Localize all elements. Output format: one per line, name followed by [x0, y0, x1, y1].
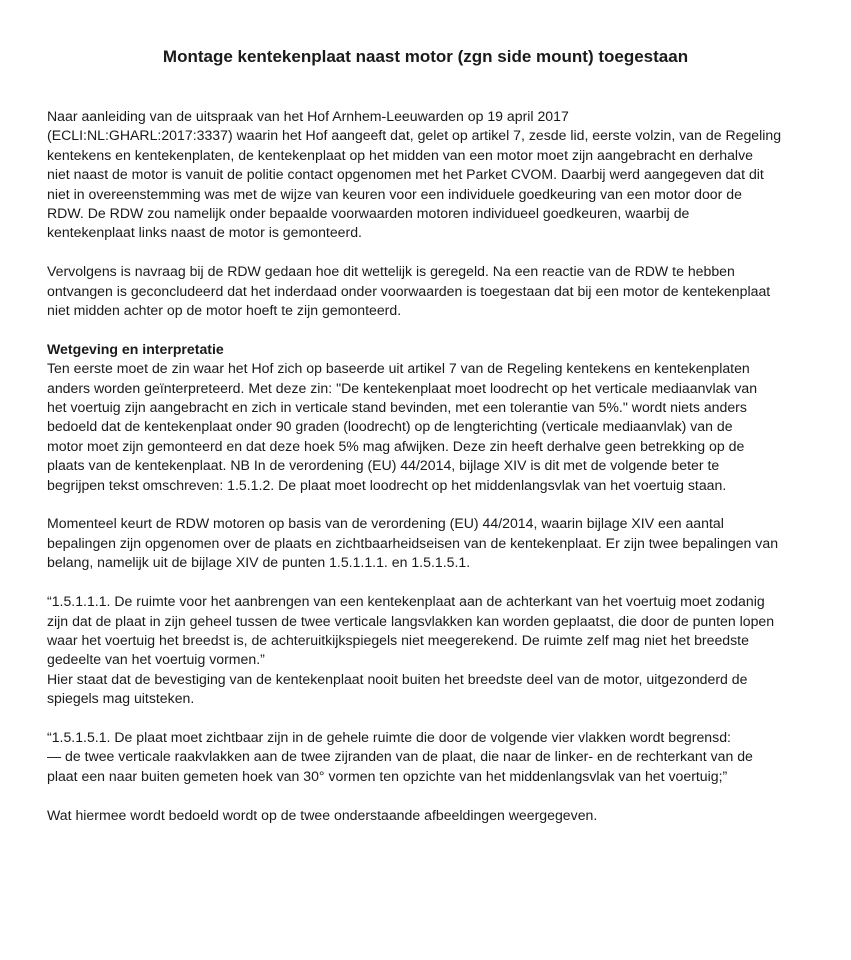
text-line: Momenteel keurt de RDW motoren op basis van de verordening (EU) 44/2014, waarin bijlage XIV een aantal — [47, 515, 724, 532]
text-line: ontvangen is geconcludeerd dat het inderdaad onder voorwaarden is toegestaan dat bij een motor de kentekenplaat — [47, 282, 771, 299]
text-line: plaats van de kentekenplaat. NB In de verordening (EU) 44/2014, bijlage XIV is dit met de volgende beter te — [47, 457, 720, 474]
text-line: kentekenplaat links naast de motor is gemonteerd. — [47, 224, 362, 241]
document-body — [47, 107, 837, 844]
text-line: Ten eerste moet de zin waar het Hof zich op baseerde uit artikel 7 van de Regeling kentekens en kentekenplaten — [47, 360, 750, 377]
text-line: niet naast de motor is vanuit de politie contact opgenomen met het Parket CVOM. Daarbij werd aangegeven dat dit — [47, 166, 764, 183]
paragraph-regulation — [47, 514, 837, 572]
text-line: het voertuig zijn aangebracht en zich in verticale stand bevinden, met een tolerantie van 5%." wordt niets anders — [47, 399, 747, 416]
text-line: niet midden achter op de motor hoeft te zijn gemonteerd. — [47, 302, 402, 319]
text-line: waar het voertuig het breedst is, de achteruitkijkspiegels niet meegerekend. De ruimte zelf mag niet het breedste — [47, 631, 749, 648]
text-line: kentekens en kentekenplaten, de kentekenplaat op het midden van een motor moet zijn aangebracht en derhalve — [47, 146, 753, 163]
text-line: — de twee verticale raakvlakken aan de twee zijranden van de plaat, die naar de linker- en de rechterkant van de — [47, 748, 753, 765]
text-line: zijn dat de plaat in zijn geheel tussen de twee verticale langsvlakken kan worden geplaatst, die door de punten lopen — [47, 612, 775, 629]
text-line: anders worden geïnterpreteerd. Met deze zin: "De kentekenplaat moet loodrecht op het verticale mediaanvlak van — [47, 379, 758, 396]
text-line: Hier staat dat de bevestiging van de kentekenplaat nooit buiten het breedste deel van de motor, uitgezonderd de — [47, 670, 748, 687]
text-line: bepalingen zijn opgenomen over de plaats en zichtbaarheidseisen van de kentekenplaat. Er zijn twee bepalingen van — [47, 534, 779, 551]
text-line: motor moet zijn gemonteerd en dat deze hoek 5% mag afwijken. Deze zin heeft derhalve geen betrekking op de — [47, 437, 745, 454]
text-line: niet in overeenstemming was met de wijze van keuren voor een individuele goedkeuring van een motor door de — [47, 185, 742, 202]
paragraph-quote-1 — [47, 592, 837, 708]
paragraph-legislation — [47, 340, 837, 495]
text-line: “1.5.1.5.1. De plaat moet zichtbaar zijn in de gehele ruimte die door de volgende vier vlakken wordt begrensd: — [47, 728, 731, 745]
paragraph-quote-2 — [47, 728, 837, 786]
text-line: “1.5.1.1.1. De ruimte voor het aanbrengen van een kentekenplaat aan de achterkant van het voertuig moet zodanig — [47, 593, 765, 610]
text-line: gedeelte van het voertuig vormen.” — [47, 651, 265, 668]
text-line: begrijpen tekst omschreven: 1.5.1.2. De plaat moet loodrecht op het middenlangsvlak van het voertuig staan. — [47, 476, 727, 493]
section-heading: Wetgeving en interpretatie — [47, 340, 224, 357]
text-line: RDW. De RDW zou namelijk onder bepaalde voorwaarden motoren individueel goedkeuren, waarbij de — [47, 205, 690, 222]
document-title: Montage kentekenplaat naast motor (zgn side mount) toegestaan — [162, 47, 689, 66]
text-line: Naar aanleiding van de uitspraak van het Hof Arnhem-Leeuwarden op 19 april 2017 — [47, 108, 569, 124]
paragraph-intro — [47, 107, 837, 243]
text-line: belang, namelijk uit de bijlage XIV de punten 1.5.1.1.1. en 1.5.1.5.1. — [47, 554, 471, 571]
text-line: Wat hiermee wordt bedoeld wordt op de twee onderstaande afbeeldingen weergegeven. — [47, 806, 598, 823]
text-line: (ECLI:NL:GHARL:2017:3337) waarin het Hof aangeeft dat, gelet op artikel 7, zesde lid, eerste volzin, van de Regeling — [47, 127, 782, 144]
text-line: Vervolgens is navraag bij de RDW gedaan hoe dit wettelijk is geregeld. Na een reactie van de RDW te hebben — [47, 263, 735, 280]
text-line: bedoeld dat de kentekenplaat onder 90 graden (loodrecht) op de lengterichting (verticale mediaanvlak) van de — [47, 418, 733, 435]
text-line: plaat een naar buiten gemeten hoek van 30° vormen ten opzichte van het middenlangsvlak van het voertuig;” — [47, 767, 728, 784]
text-line: spiegels mag uitsteken. — [47, 690, 195, 707]
paragraph-closing — [47, 806, 837, 825]
paragraph-rdw-inquiry — [47, 262, 837, 320]
